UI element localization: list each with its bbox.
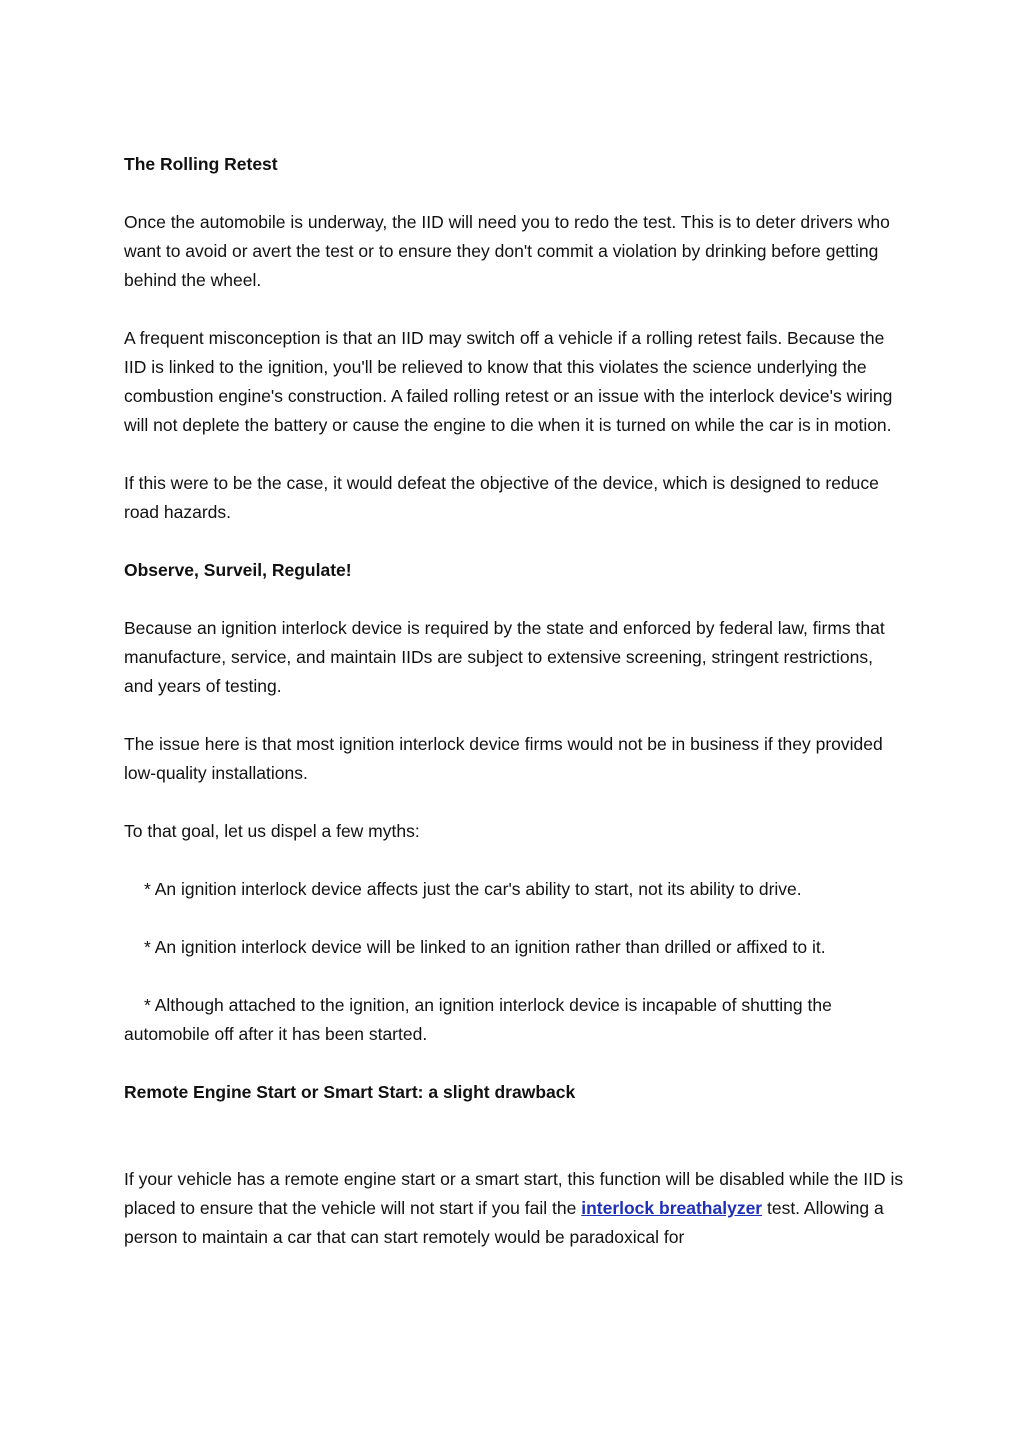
paragraph: To that goal, let us dispel a few myths: xyxy=(124,821,420,841)
section-heading-rolling-retest: The Rolling Retest xyxy=(124,154,278,174)
section-heading-remote-start: Remote Engine Start or Smart Start: a slight drawback xyxy=(124,1082,576,1102)
paragraph-text: test. Allowing a person to maintain a car that can start remotely would be paradoxical for xyxy=(124,1198,884,1247)
paragraph: The issue here is that most ignition interlock device firms would not be in business if they provided low-quality installations. xyxy=(124,734,883,783)
document-page xyxy=(124,150,904,1281)
paragraph: A frequent misconception is that an IID may switch off a vehicle if a rolling retest fails. Because the IID is linked to the ignition, you'll be relieved to know that this violates the science underlying the combustion engine's construction. A failed rolling retest or an issue with the interlock device's wiring will not deplete the battery or cause the engine to die when it is turned on while the car is in motion. xyxy=(124,328,893,435)
bullet-item: * An ignition interlock device affects just the car's ability to start, not its ability to drive. xyxy=(144,879,802,899)
bullet-item: * Although attached to the ignition, an ignition interlock device is incapable of shutting the automobile off after it has been started. xyxy=(124,995,832,1044)
paragraph-with-link xyxy=(124,1165,904,1252)
section-heading-observe: Observe, Surveil, Regulate! xyxy=(124,560,352,580)
bullet-item: * An ignition interlock device will be linked to an ignition rather than drilled or affixed to it. xyxy=(144,937,826,957)
paragraph: Because an ignition interlock device is required by the state and enforced by federal law, firms that manufacture, service, and maintain IIDs are subject to extensive screening, stringent restrictions, and years of testing. xyxy=(124,618,885,696)
paragraph: If this were to be the case, it would defeat the objective of the device, which is designed to reduce road hazards. xyxy=(124,473,879,522)
paragraph-text: If your vehicle has a remote engine start or a smart start, this function will be disabled while the IID is placed to ensure that the vehicle will not start if you fail the xyxy=(124,1169,904,1218)
interlock-breathalyzer-link[interactable]: interlock breathalyzer xyxy=(581,1198,763,1218)
paragraph: Once the automobile is underway, the IID will need you to redo the test. This is to deter drivers who want to avoid or avert the test or to ensure they don't commit a violation by drinking before getting behind the wheel. xyxy=(124,212,890,290)
